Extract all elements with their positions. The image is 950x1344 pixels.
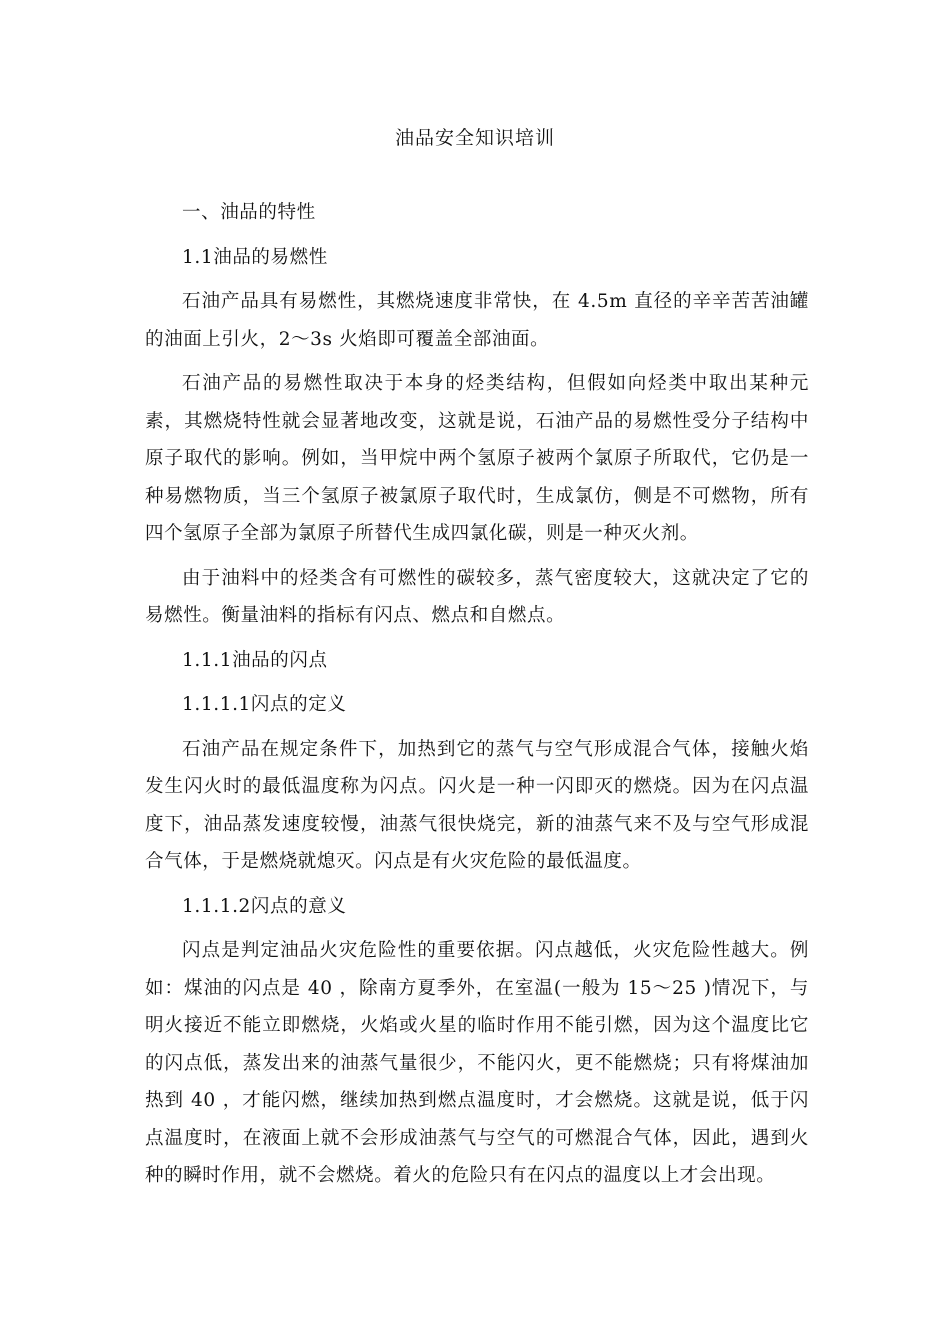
body-paragraph: 由于油料中的烃类含有可燃性的碳较多，蒸气密度较大，这就决定了它的易燃性。衡量油料的指标有闪点、燃点和自燃点。 [145, 567, 809, 626]
subsection-heading: 1.1.1.2闪点的意义 [182, 895, 347, 917]
body-paragraph: 石油产品在规定条件下，加热到它的蒸气与空气形成混合气体，接触火焰发生闪火时的最低温度称为闪点。闪火是一种一闪即灭的燃烧。因为在闪点温度下，油品蒸发速度较慢，油蒸气很快烧完，新的油蒸气来不及与空气形成混合气体，于是燃烧就熄灭。闪点是有火灾危险的最低温度。 [145, 738, 809, 872]
subsection-heading: 1.1.1.1闪点的定义 [182, 694, 347, 715]
body-paragraph: 石油产品的易燃性取决于本身的烃类结构，但假如向烃类中取出某种元素，其燃烧特性就会显著地改变，这就是说，石油产品的易燃性受分子结构中原子取代的影响。例如，当甲烷中两个氢原子被两个氯原子所取代，它仍是一种易燃物质，当三个氢原子被氯原子取代时，生成氯仿，侧是不可燃物，所有四个氢原子全部为氯原子所替代生成四氯化碳，则是一种灭火剂。 [145, 373, 809, 544]
document-title: 油品安全知识培训 [394, 127, 555, 149]
document-body [145, 194, 809, 1202]
section-heading: 一、油品的特性 [182, 202, 316, 223]
subsection-heading: 1.1油品的易燃性 [182, 246, 328, 268]
body-paragraph: 石油产品具有易燃性，其燃烧速度非常快，在 4.5m 直径的辛辛苦苦油罐的油面上引火，2～3s 火焰即可覆盖全部油面。 [145, 291, 809, 350]
body-paragraph: 闪点是判定油品火灾危险性的重要依据。闪点越低，火灾危险性越大。例如：煤油的闪点是 40 ，除南方夏季外，在室温(一般为 15～25 )情况下，与明火接近不能立即燃烧，火焰或火星的临时作用不能引燃，因为这个温度比它的闪点低，蒸发出来的油蒸气量很少，不能闪火，更不能燃烧；只有将煤油加热到 40 ，才能闪燃，继续加热到燃点温度时，才会燃烧。这就是说，低于闪点温度时，在液面上就不会形成油蒸气与空气的可燃混合气体，因此，遇到火种的瞬时作用，就不会燃烧。着火的危险只有在闪点的温度以上才会出现。 [145, 940, 809, 1186]
subsection-heading: 1.1.1油品的闪点 [182, 649, 328, 671]
